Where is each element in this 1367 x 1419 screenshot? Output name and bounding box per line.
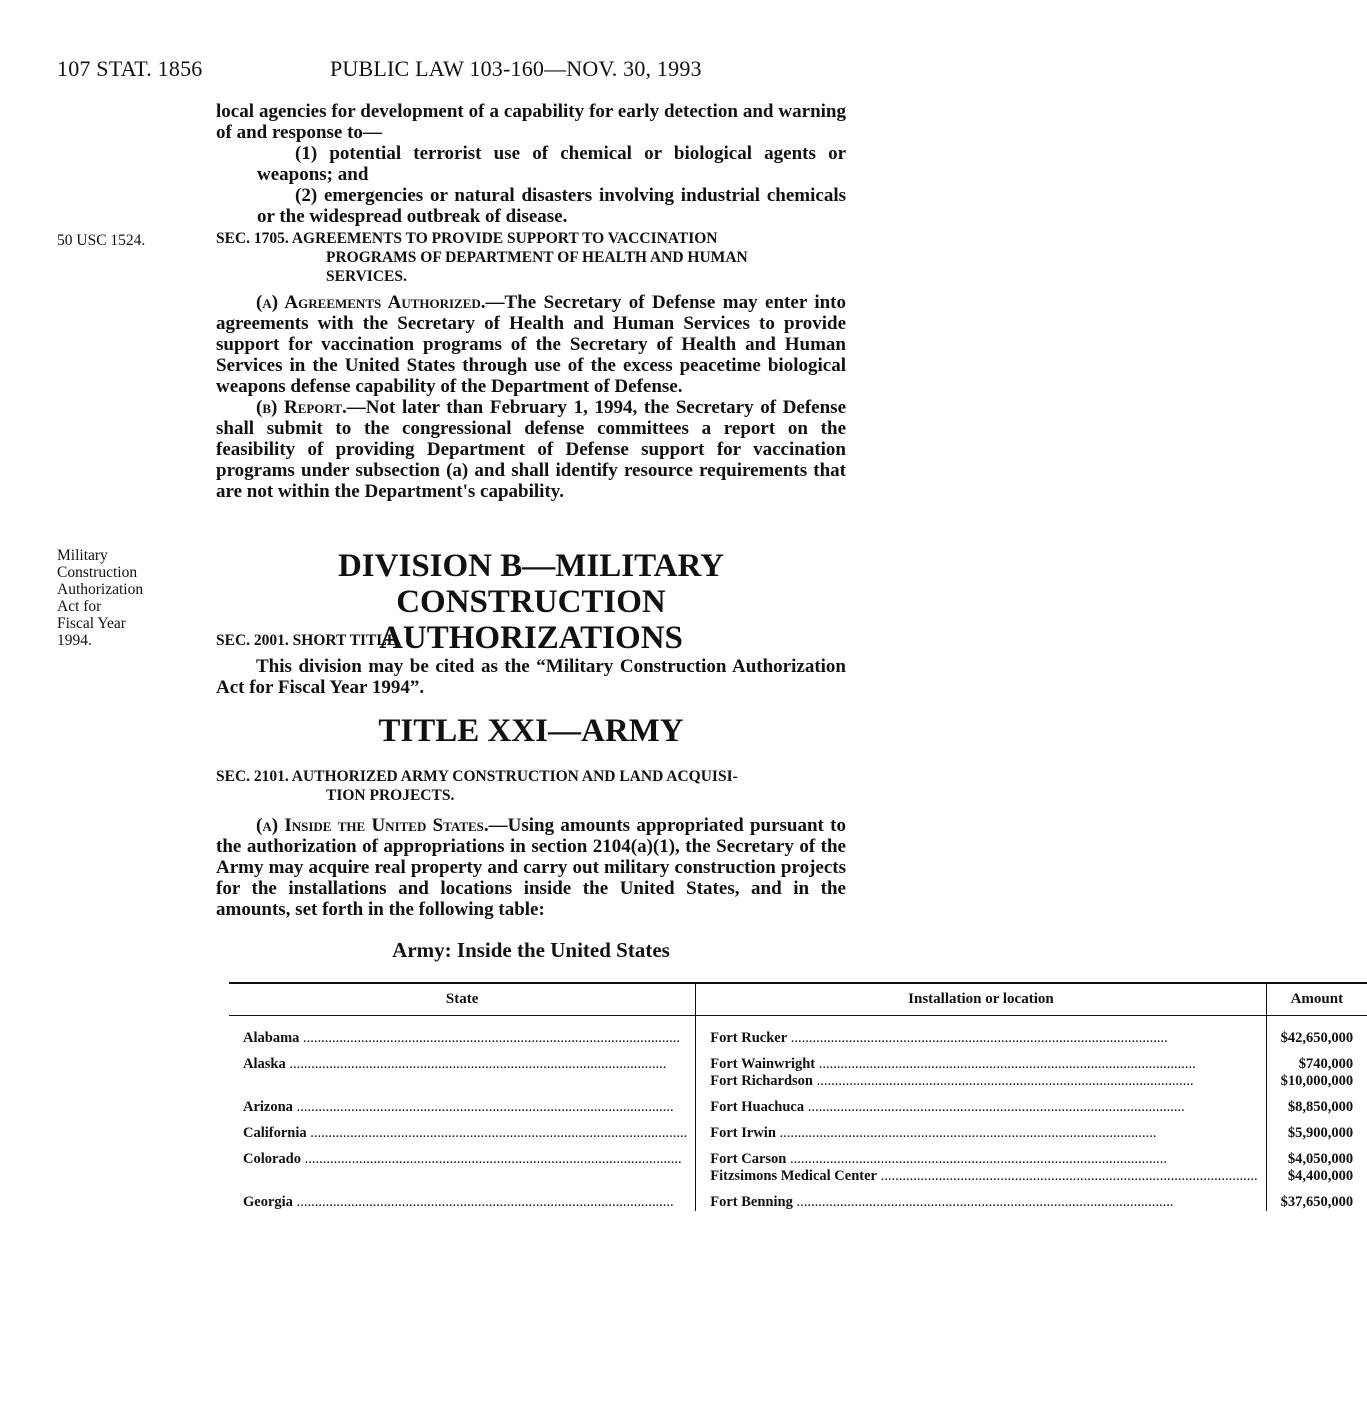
location-cell — [696, 1016, 1266, 1048]
margin-note-line: Fiscal Year — [57, 615, 126, 632]
column-header-amount: Amount — [1266, 983, 1367, 1016]
state-name: Arizona ..... — [243, 1099, 687, 1116]
table-row — [229, 1142, 1367, 1185]
sec-1705-number: SEC. 1705. — [216, 230, 289, 247]
location-name: Fort Richardson ..... — [710, 1073, 1257, 1090]
location-name: Fort Carson ..... — [710, 1151, 1257, 1168]
margin-note-line: 1994. — [57, 632, 92, 649]
state-name: Alaska ..... — [243, 1056, 687, 1073]
sec-1705-heading-line3: SERVICES. — [326, 268, 407, 285]
stat-citation: 107 STAT. 1856 — [57, 56, 203, 81]
subsection-b-label: (b) Report. — [256, 397, 347, 418]
subsection-a-label: (a) Agreements Authorized. — [256, 292, 486, 313]
table-header-row — [229, 983, 1367, 1016]
sec-1705-subsection-b — [216, 397, 846, 502]
subsection-a-text: —The Secretary of Defense may enter into agreements with the Secretary of Health and Human Services to provide support for vaccination programs of the Secretary of Health and Human Services in the United States through use of the excess peacetime biological weapons defense capability of the Department of Defense. — [216, 292, 847, 397]
amount-cell — [1266, 1047, 1367, 1090]
state-name: Colorado ..... — [243, 1151, 687, 1168]
location-name: Fort Benning ..... — [710, 1194, 1257, 1211]
amount-cell — [1266, 1142, 1367, 1185]
amount-cell — [1266, 1116, 1367, 1142]
amount-value: $4,050,000 — [1287, 1151, 1354, 1167]
subsection-a-label: (a) Inside the United States. — [256, 815, 489, 836]
state-cell — [229, 1090, 696, 1116]
table-row — [229, 1016, 1367, 1048]
column-header-state: State — [229, 983, 696, 1016]
location-cell — [696, 1185, 1266, 1211]
location-name: Fort Rucker ..... — [710, 1030, 1257, 1047]
state-name: California ..... — [243, 1125, 687, 1142]
continuation-item-2: (2) emergencies or natural disasters involving industrial chemicals or the widespread outbreak of disease. — [257, 185, 846, 227]
state-cell — [229, 1016, 696, 1048]
margin-note-line: Military — [57, 547, 108, 564]
subsection-a-text: —Using amounts appropriated pursuant to the authorization of appropriations in section 2104(a)(1), the Secretary of the Army may acquire real property and carry out military construction projects for the installations and locations inside the United States, and in the amounts, set forth in the following table: — [216, 815, 846, 920]
sec-2101-subsection-a — [216, 815, 846, 920]
amount-value: $42,650,000 — [1280, 1030, 1354, 1046]
state-name: Alabama ..... — [243, 1030, 687, 1047]
subsection-b-text: —Not later than February 1, 1994, the Secretary of Defense shall submit to the congressional defense committees a report on the feasibility of providing Department of Defense support for vaccination programs under subsection (a) and shall identify resource requirements that are not within the Department's capability. — [216, 397, 847, 502]
page-header — [57, 56, 702, 82]
margin-note-line: Authorization — [57, 581, 144, 598]
location-name: Fort Irwin ..... — [710, 1125, 1257, 1142]
state-cell — [229, 1142, 696, 1185]
public-law-citation: PUBLIC LAW 103-160—NOV. 30, 1993 — [330, 56, 702, 81]
sec-2001-heading: SEC. 2001. SHORT TITLE. — [216, 632, 401, 649]
amount-value: $740,000 — [1298, 1056, 1354, 1072]
division-heading-line1: DIVISION B—MILITARY CONSTRUCTION — [337, 548, 725, 620]
army-projects-table — [229, 982, 1367, 1211]
state-name: Georgia ..... — [243, 1194, 687, 1211]
margin-note-line: Act for — [57, 598, 102, 615]
location-cell — [696, 1142, 1266, 1185]
location-name: Fort Wainwright ..... — [710, 1056, 1257, 1073]
section-2101 — [216, 767, 846, 920]
title-heading: TITLE XXI—ARMY — [378, 713, 684, 749]
sec-1705-heading — [216, 229, 846, 286]
sec-1705-heading-line1: AGREEMENTS TO PROVIDE SUPPORT TO VACCINATION — [291, 230, 718, 247]
column-header-location: Installation or location — [696, 983, 1266, 1016]
amount-cell — [1266, 1185, 1367, 1211]
location-cell — [696, 1090, 1266, 1116]
sec-2101-heading — [216, 767, 846, 805]
amount-cell — [1266, 1090, 1367, 1116]
margin-note-usc: 50 USC 1524. — [57, 232, 146, 249]
table-row — [229, 1090, 1367, 1116]
amount-value: $5,900,000 — [1287, 1125, 1354, 1141]
location-name: Fort Huachuca ..... — [710, 1099, 1257, 1116]
continuation-item-1: (1) potential terrorist use of chemical or biological agents or weapons; and — [257, 143, 846, 185]
margin-note-line: Construction — [57, 564, 138, 581]
division-heading-line2: AUTHORIZATIONS — [379, 620, 683, 656]
table-row — [229, 1047, 1367, 1090]
table-title: Army: Inside the United States — [392, 938, 670, 962]
sec-1705-subsection-a — [216, 292, 846, 397]
state-cell — [229, 1185, 696, 1211]
amount-value: $37,650,000 — [1280, 1194, 1354, 1210]
section-1705 — [216, 229, 846, 502]
continuation-lead: local agencies for development of a capability for early detection and warning of and response to— — [216, 101, 846, 143]
state-cell — [229, 1047, 696, 1090]
sec-2001-text: This division may be cited as the “Military Construction Authorization Act for Fiscal Year 1994”. — [216, 656, 846, 698]
amount-value: $4,400,000 — [1287, 1168, 1354, 1184]
location-cell — [696, 1047, 1266, 1090]
sec-2101-heading-line1: SEC. 2101. AUTHORIZED ARMY CONSTRUCTION AND LAND ACQUISI- — [216, 768, 738, 785]
sec-1705-heading-line2: PROGRAMS OF DEPARTMENT OF HEALTH AND HUMAN — [326, 249, 748, 266]
state-cell — [229, 1116, 696, 1142]
location-cell — [696, 1116, 1266, 1142]
amount-value: $10,000,000 — [1280, 1073, 1354, 1089]
margin-note-division — [57, 547, 143, 649]
table-row — [229, 1185, 1367, 1211]
table-row — [229, 1116, 1367, 1142]
amount-cell — [1266, 1016, 1367, 1048]
continuation-text — [216, 101, 846, 227]
section-2001 — [216, 631, 846, 698]
sec-2101-heading-line2: TION PROJECTS. — [326, 787, 455, 804]
location-name: Fitzsimons Medical Center ..... — [710, 1168, 1257, 1185]
amount-value: $8,850,000 — [1287, 1099, 1354, 1115]
